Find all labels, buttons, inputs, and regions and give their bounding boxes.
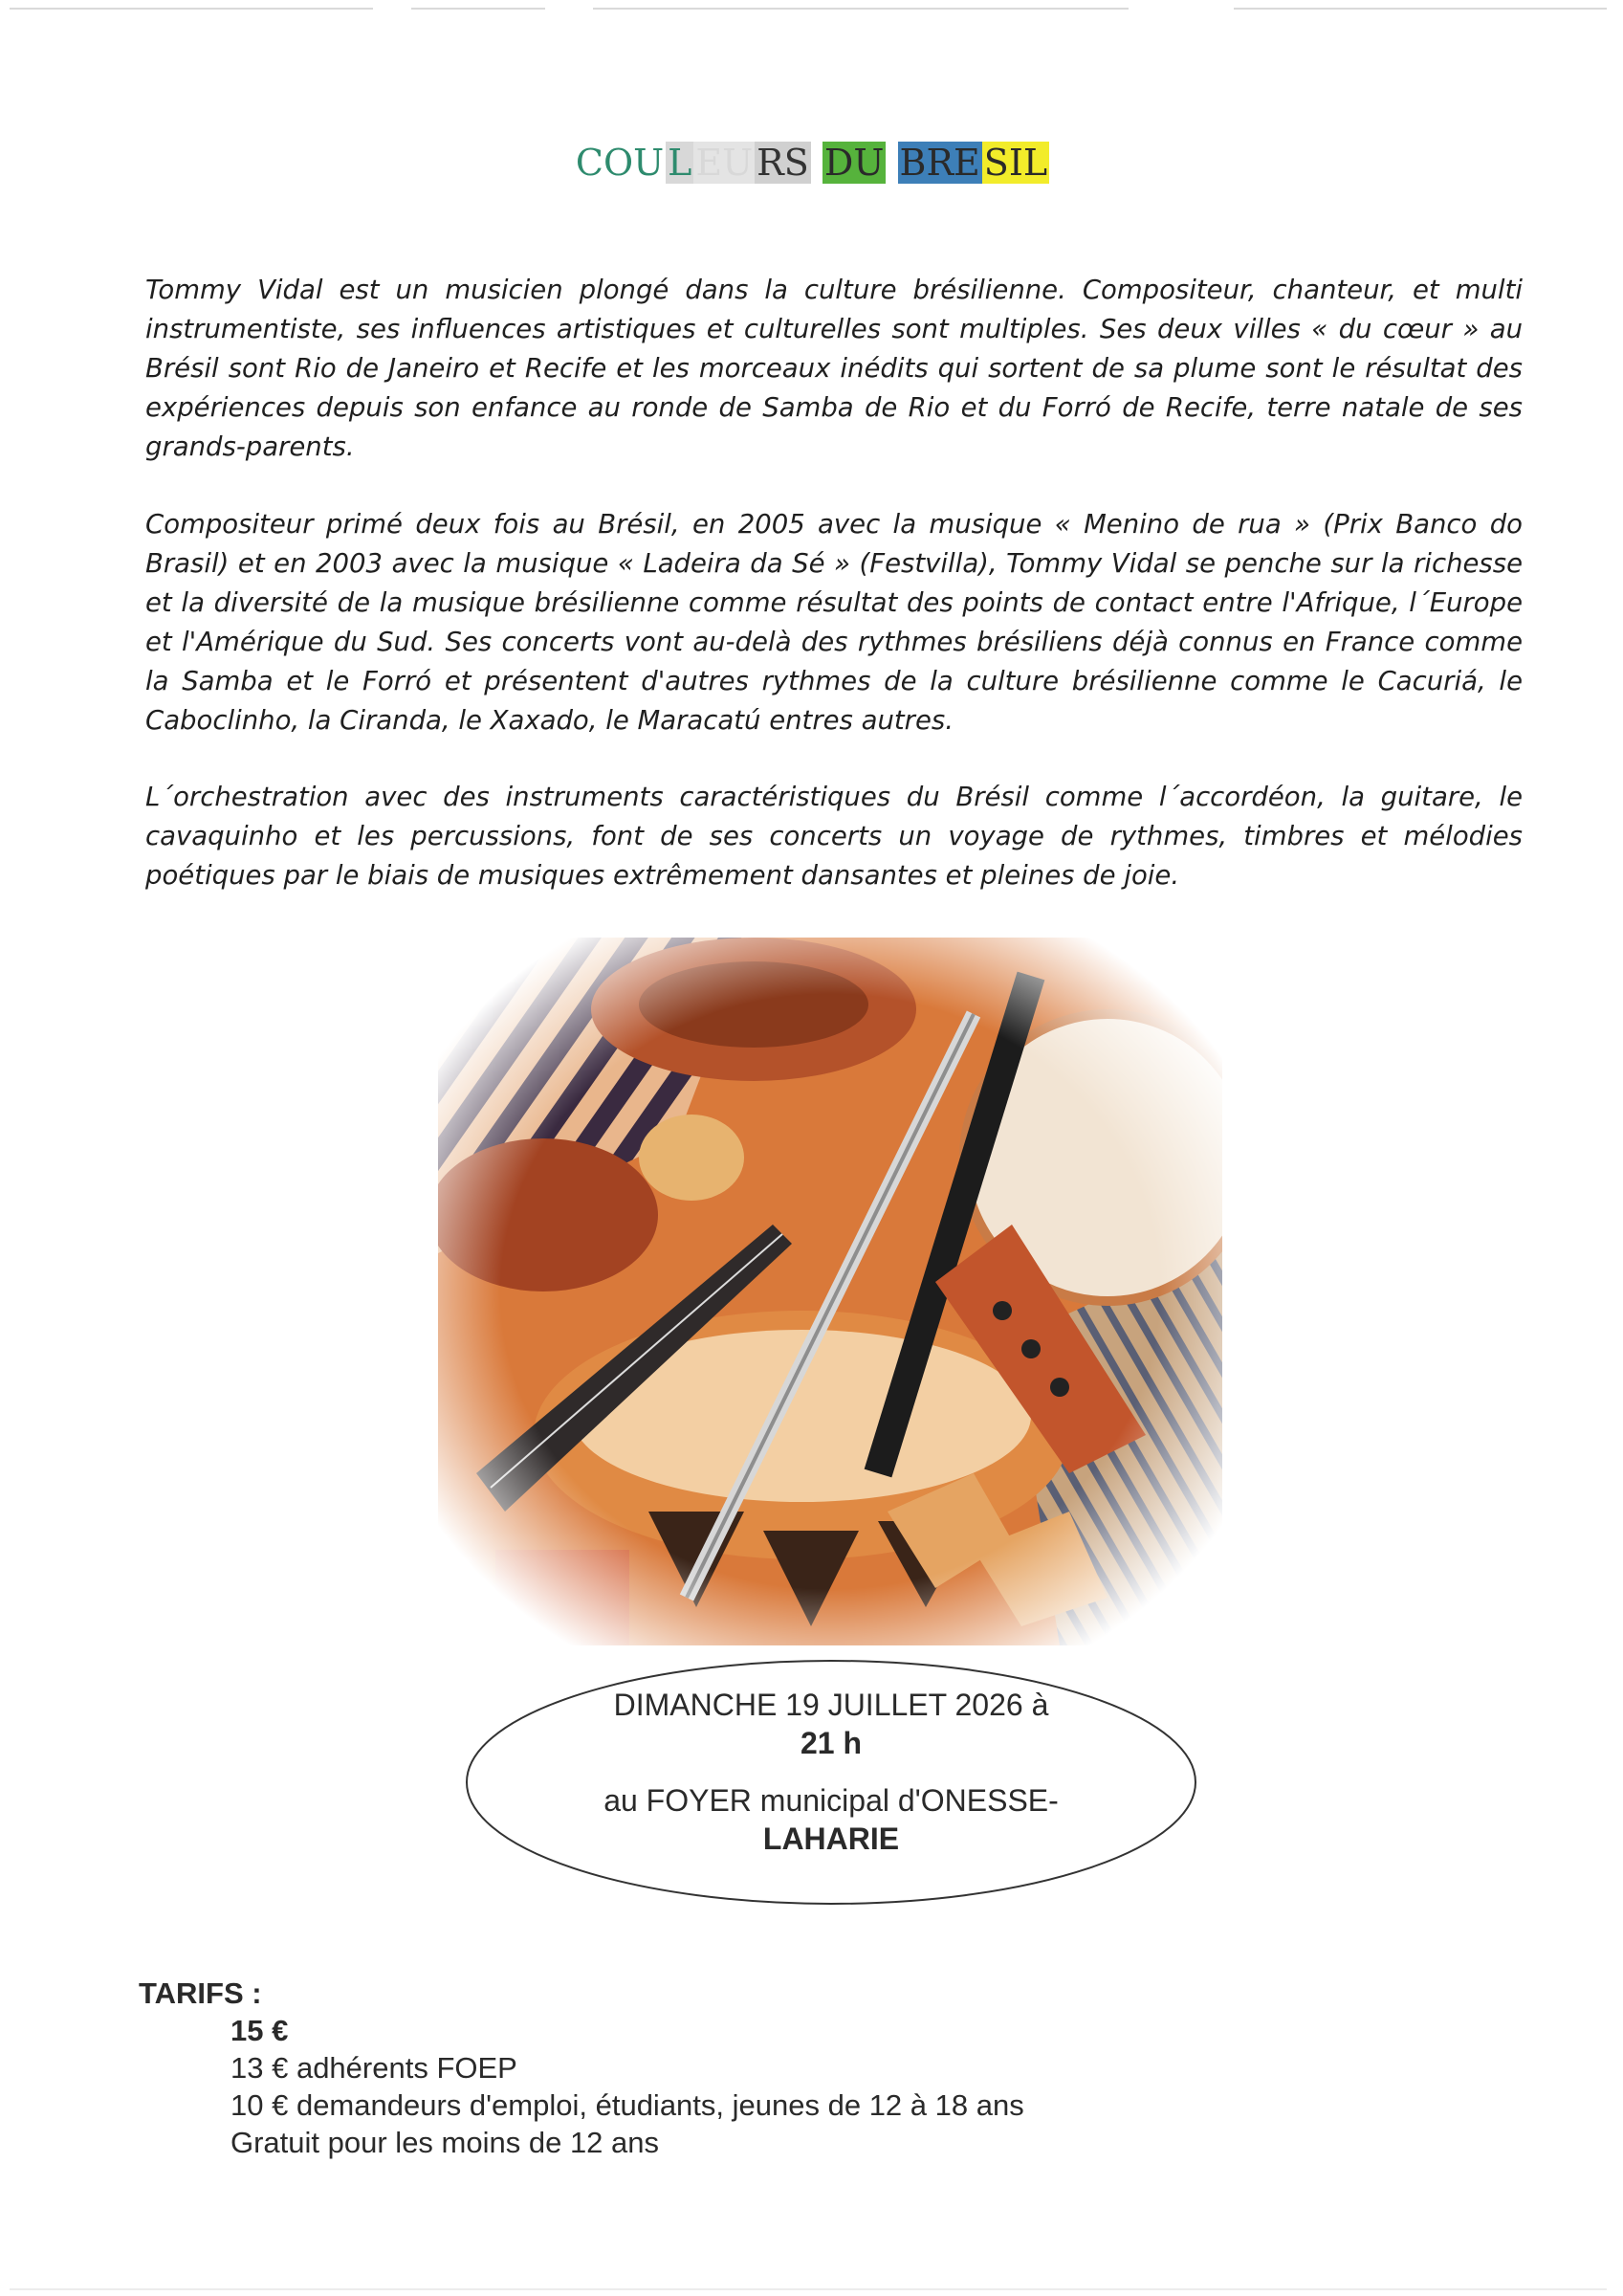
tarif-item: Gratuit pour les moins de 12 ans <box>230 2126 660 2159</box>
title-segment: DU <box>823 142 885 184</box>
title-segment: EU <box>695 142 754 184</box>
tarifs-title: TARIFS : <box>139 1976 262 2010</box>
event-time: 21 h <box>800 1726 863 1760</box>
scan-line <box>593 8 1129 10</box>
tarifs-section <box>139 1976 1024 2161</box>
title-segment <box>811 142 822 184</box>
title-segment: BRE <box>899 142 980 184</box>
event-date: DIMANCHE 19 JUILLET 2026 à <box>613 1688 1049 1722</box>
title-segment: SIL <box>983 142 1048 184</box>
instruments-photo <box>438 938 1222 1645</box>
tarif-list <box>139 2012 1024 2161</box>
instruments-photo-illustration <box>438 938 1222 1645</box>
scan-line <box>411 8 545 10</box>
scan-line <box>10 2288 1607 2290</box>
event-venue-town: LAHARIE <box>762 1821 900 1856</box>
paragraph-intro: Tommy Vidal est un musicien plongé dans la culture brésilienne. Compositeur, chanteur, et multi instrumentiste, ses influences artistiques et culturelles sont multiples. Ses deux villes « du cœur » au Brésil sont Rio de Janeiro et Recife et les morceaux inédits qui sortent de sa plume sont le résultat des expériences depuis son enfance au ronde de Samba de Rio et du Forró de Recife, terre natale de ses grands-parents. <box>145 275 1523 462</box>
paragraph-awards: Compositeur primé deux fois au Brésil, en 2005 avec la musique « Menino de rua » (Prix Banco do Brasil) et en 2003 avec la musique « Ladeira da Sé » (Festvilla), Tommy Vidal se penche sur la richesse et la diversité de la musique brésilienne comme résultat des points de contact entre l'Afrique, l´Europe et l'Amérique du Sud. Ses concerts vont au-delà des rythmes brésiliens déjà connus en France comme la Samba et le Forró et présentent d'autres rythmes de la culture brésilienne comme le Cacuriá, le Caboclinho, la Ciranda, le Xaxado, le Maracatú entres autres. <box>145 509 1523 736</box>
title-segment: COU <box>575 142 665 184</box>
title-segment: L <box>668 142 692 184</box>
event-info <box>463 1657 1199 1908</box>
tarif-item: 10 € demandeurs d'emploi, étudiants, jeunes de 12 à 18 ans <box>230 2088 1024 2122</box>
page-title <box>0 142 1623 184</box>
scan-line <box>10 8 373 10</box>
title-segment <box>886 142 897 184</box>
tarif-item: 13 € adhérents FOEP <box>230 2051 517 2085</box>
title-segment: RS <box>757 142 809 184</box>
tarif-item: 15 € <box>230 2014 289 2047</box>
paragraph-orchestration: L´orchestration avec des instruments caractéristiques du Brésil comme l´accordéon, la guitare, le cavaquinho et les percussions, font de ses concerts un voyage de rythmes, timbres et mélodies poétiques par le biais de musiques extrêmement dansantes et pleines de joie. <box>145 782 1523 891</box>
event-venue: au FOYER municipal d'ONESSE- <box>603 1783 1059 1818</box>
scan-line <box>1234 8 1607 10</box>
